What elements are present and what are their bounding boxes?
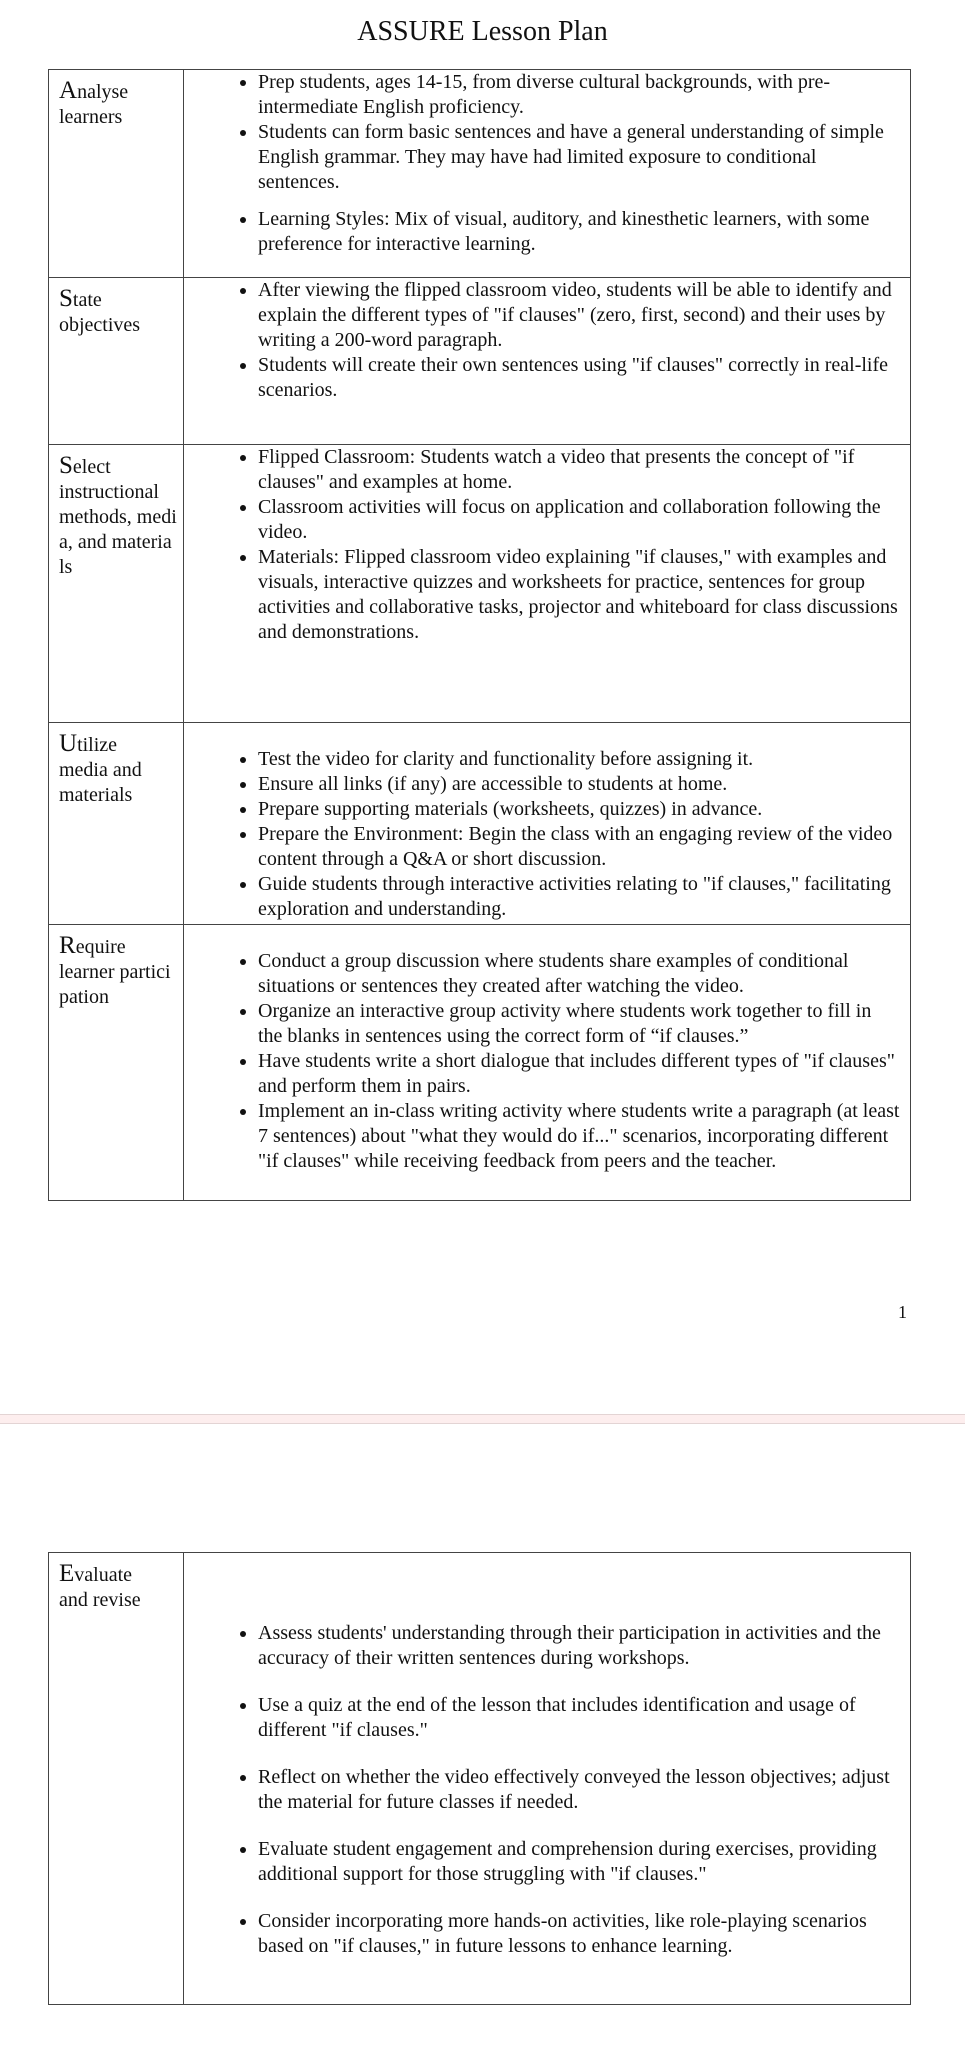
list-item: • Organize an interactive group activity where students work together to fill in the blanks in sentences using the correct form of “if clauses.” (258, 999, 900, 1049)
row-require (49, 925, 911, 1201)
list-item: • Ensure all links (if any) are accessible to students at home. (258, 772, 900, 797)
label-initial: U (59, 730, 78, 757)
row-label (49, 70, 184, 278)
row-content (184, 70, 911, 278)
list-item: • Prep students, ages 14-15, from diverse cultural backgrounds, with pre-intermediate English proficiency. (258, 70, 900, 120)
evaluate-table (48, 1552, 911, 2005)
list-item: • Have students write a short dialogue that includes different types of "if clauses" and perform them in pairs. (258, 1049, 900, 1099)
list-item: • Test the video for clarity and functionality before assigning it. (258, 747, 900, 772)
label-sub: instructional methods, media, and materials (59, 481, 177, 578)
label-initial: S (59, 285, 73, 312)
label-sub: learner participation (59, 961, 171, 1008)
list-item: • Evaluate student engagement and comprehension during exercises, providing additional support for those struggling with "if clauses." (258, 1837, 900, 1887)
label-initial: E (59, 1560, 75, 1587)
list-item: • Use a quiz at the end of the lesson that includes identification and usage of different "if clauses." (258, 1693, 900, 1743)
list-item: • Conduct a group discussion where students share examples of conditional situations or sentences they created after watching the video. (258, 949, 900, 999)
label-rest: nalyse (77, 81, 129, 103)
assure-table (48, 69, 911, 1201)
list-item: • Learning Styles: Mix of visual, auditory, and kinesthetic learners, with some preference for interactive learning. (258, 207, 900, 257)
row-label (49, 278, 184, 445)
row-content (184, 278, 911, 445)
row-label (49, 1553, 184, 2005)
row-label (49, 925, 184, 1201)
row-content (184, 445, 911, 723)
label-initial: S (59, 452, 73, 479)
row-state (49, 278, 911, 445)
page-break (0, 1414, 965, 1424)
label-rest: elect (72, 456, 111, 478)
document-title: ASSURE Lesson Plan (357, 16, 608, 47)
label-initial: A (59, 77, 78, 104)
list-item: • Implement an in-class writing activity where students write a paragraph (at least 7 sentences) about "what they would do if..." scenarios, incorporating different "if clauses" while receiving feedback from peers and the teacher. (258, 1099, 900, 1174)
label-initial: R (59, 932, 76, 959)
list-item: • Guide students through interactive activities relating to "if clauses," facilitating exploration and understanding. (258, 872, 900, 922)
list-item: • Classroom activities will focus on application and collaboration following the video. (258, 495, 900, 545)
row-label (49, 723, 184, 925)
list-item: • After viewing the flipped classroom video, students will be able to identify and explain the different types of "if clauses" (zero, first, second) and their uses by writing a 200-word paragraph. (258, 278, 900, 353)
row-content (184, 1553, 911, 2005)
page-number: 1 (898, 1302, 907, 1322)
row-utilize (49, 723, 911, 925)
label-sub: learners (59, 106, 123, 128)
label-rest: tate (72, 289, 102, 311)
row-content (184, 723, 911, 925)
row-select (49, 445, 911, 723)
list-item: • Prepare the Environment: Begin the class with an engaging review of the video content through a Q&A or short discussion. (258, 822, 900, 872)
list-item: • Assess students' understanding through their participation in activities and the accuracy of their written sentences during workshops. (258, 1621, 900, 1671)
row-analyse (49, 70, 911, 278)
label-rest: tilize (77, 734, 118, 756)
label-sub: and revise (59, 1589, 141, 1611)
list-item: • Students will create their own sentences using "if clauses" correctly in real-life scenarios. (258, 353, 900, 403)
row-label (49, 445, 184, 723)
list-item: • Flipped Classroom: Students watch a video that presents the concept of "if clauses" and examples at home. (258, 445, 900, 495)
list-item: • Reflect on whether the video effectively conveyed the lesson objectives; adjust the material for future classes if needed. (258, 1765, 900, 1815)
label-sub: objectives (59, 314, 141, 336)
label-rest: valuate (74, 1564, 133, 1586)
list-item: • Materials: Flipped classroom video explaining "if clauses," with examples and visuals, interactive quizzes and worksheets for practice, sentences for group activities and collaborative tasks, projector and whiteboard for class discussions and demonstrations. (258, 545, 900, 645)
label-sub: media and materials (59, 759, 142, 806)
list-item: • Consider incorporating more hands-on activities, like role-playing scenarios based on "if clauses," in future lessons to enhance learning. (258, 1909, 900, 1959)
label-rest: equire (75, 936, 126, 958)
list-item: • Prepare supporting materials (worksheets, quizzes) in advance. (258, 797, 900, 822)
list-item: • Students can form basic sentences and have a general understanding of simple English grammar. They may have had limited exposure to conditional sentences. (258, 120, 900, 195)
row-content (184, 925, 911, 1201)
row-evaluate (49, 1553, 911, 2005)
